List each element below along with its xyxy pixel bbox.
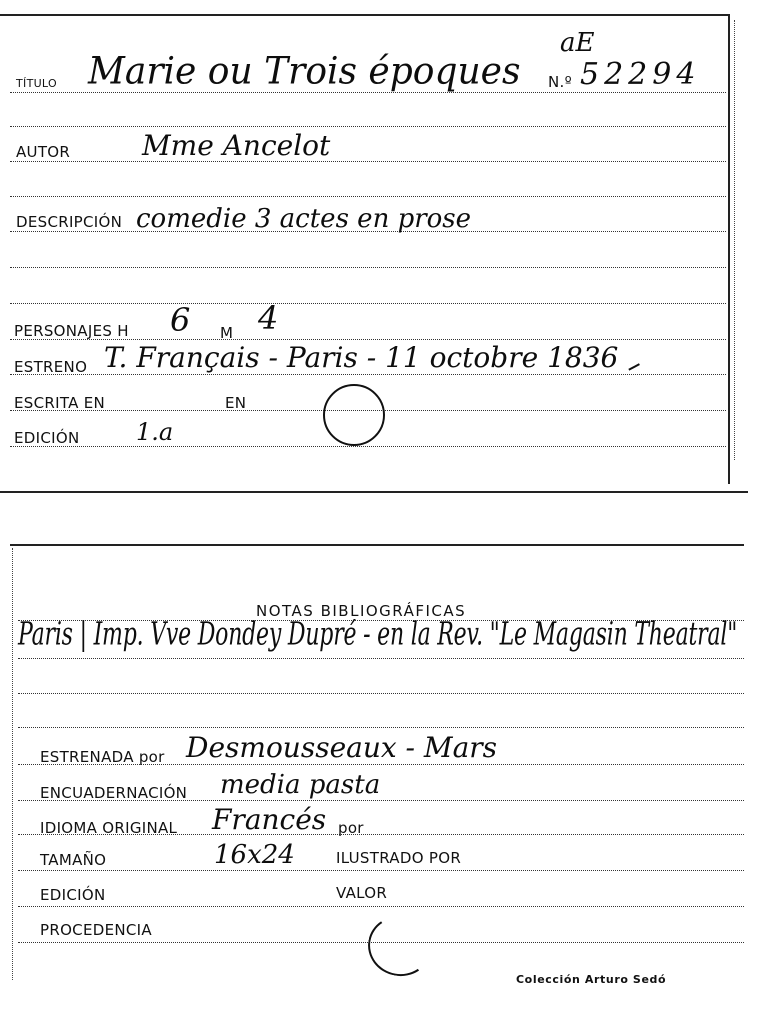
notas-value: Paris | Imp. Vve Dondey Dupré - en la Rev. "Le Magasin Theatral" (18, 617, 738, 654)
ruled-line (10, 374, 726, 375)
procedencia-label: PROCEDENCIA (40, 921, 152, 939)
card-left-dotted-edge (12, 548, 13, 980)
titulo-label: TÍTULO (16, 77, 57, 90)
ruled-line (10, 267, 726, 268)
encuadernacion-label: ENCUADERNACIÓN (40, 784, 188, 802)
card-top-edge (0, 14, 728, 16)
numero-value: 52294 (580, 57, 701, 92)
ruled-line (18, 870, 744, 871)
autor-label: AUTOR (16, 143, 71, 161)
estrenada-value: Desmousseaux - Mars (186, 731, 498, 764)
encuadernacion-value: media pasta (220, 770, 381, 800)
catalog-annotation: aE (560, 28, 595, 58)
ruled-line (10, 196, 726, 197)
personajes-h-value: 6 (170, 301, 191, 339)
card-right-edge (728, 14, 730, 484)
por-label: por (338, 819, 364, 837)
card-right-dotted-edge (734, 20, 735, 460)
edicion-label: EDICIÓN (40, 886, 106, 904)
notas-label: NOTAS BIBLIOGRÁFICAS (256, 602, 467, 620)
estrenada-label: ESTRENADA por (40, 748, 165, 766)
idioma-label: IDIOMA ORIGINAL (40, 819, 178, 837)
catalog-card-back (0, 538, 759, 1028)
ruled-line (18, 658, 744, 659)
titulo-value: Marie ou Trois époques (88, 49, 521, 93)
ruled-line (18, 693, 744, 694)
card-bottom-edge (0, 491, 748, 493)
ruled-line (10, 126, 726, 127)
card-top-edge (10, 544, 744, 546)
ruled-line (18, 727, 744, 728)
coleccion-label: Colección Arturo Sedó (516, 973, 667, 986)
ruled-line (10, 303, 726, 304)
personajes-m-value: 4 (258, 299, 279, 337)
estreno-value: T. Français - Paris - 11 octobre 1836 (104, 341, 619, 374)
edicion-value: 1.a (136, 418, 174, 446)
pencil-mark (628, 363, 639, 370)
personajes-label: PERSONAJES H (14, 322, 129, 340)
personajes-m-label: M (220, 324, 234, 342)
autor-value: Mme Ancelot (142, 129, 331, 162)
punch-hole-arc (363, 911, 436, 981)
escrita-label: ESCRITA EN (14, 394, 106, 412)
descripcion-value: comedie 3 actes en prose (136, 204, 472, 234)
edicion-label: EDICIÓN (14, 429, 80, 447)
escrita-en-label: EN (225, 394, 247, 412)
descripcion-label: DESCRIPCIÓN (16, 213, 123, 231)
ruled-line (18, 906, 744, 907)
tamano-label: TAMAÑO (40, 851, 107, 869)
idioma-value: Francés (212, 803, 327, 836)
numero-label: N.º (548, 73, 572, 91)
estreno-label: ESTRENO (14, 358, 88, 376)
punch-hole (323, 384, 385, 446)
ruled-line (10, 446, 726, 447)
tamano-value: 16x24 (214, 840, 295, 870)
ilustrado-label: ILUSTRADO POR (336, 849, 462, 867)
catalog-card-front (0, 0, 759, 495)
valor-label: VALOR (336, 884, 388, 902)
ruled-line (10, 161, 726, 162)
